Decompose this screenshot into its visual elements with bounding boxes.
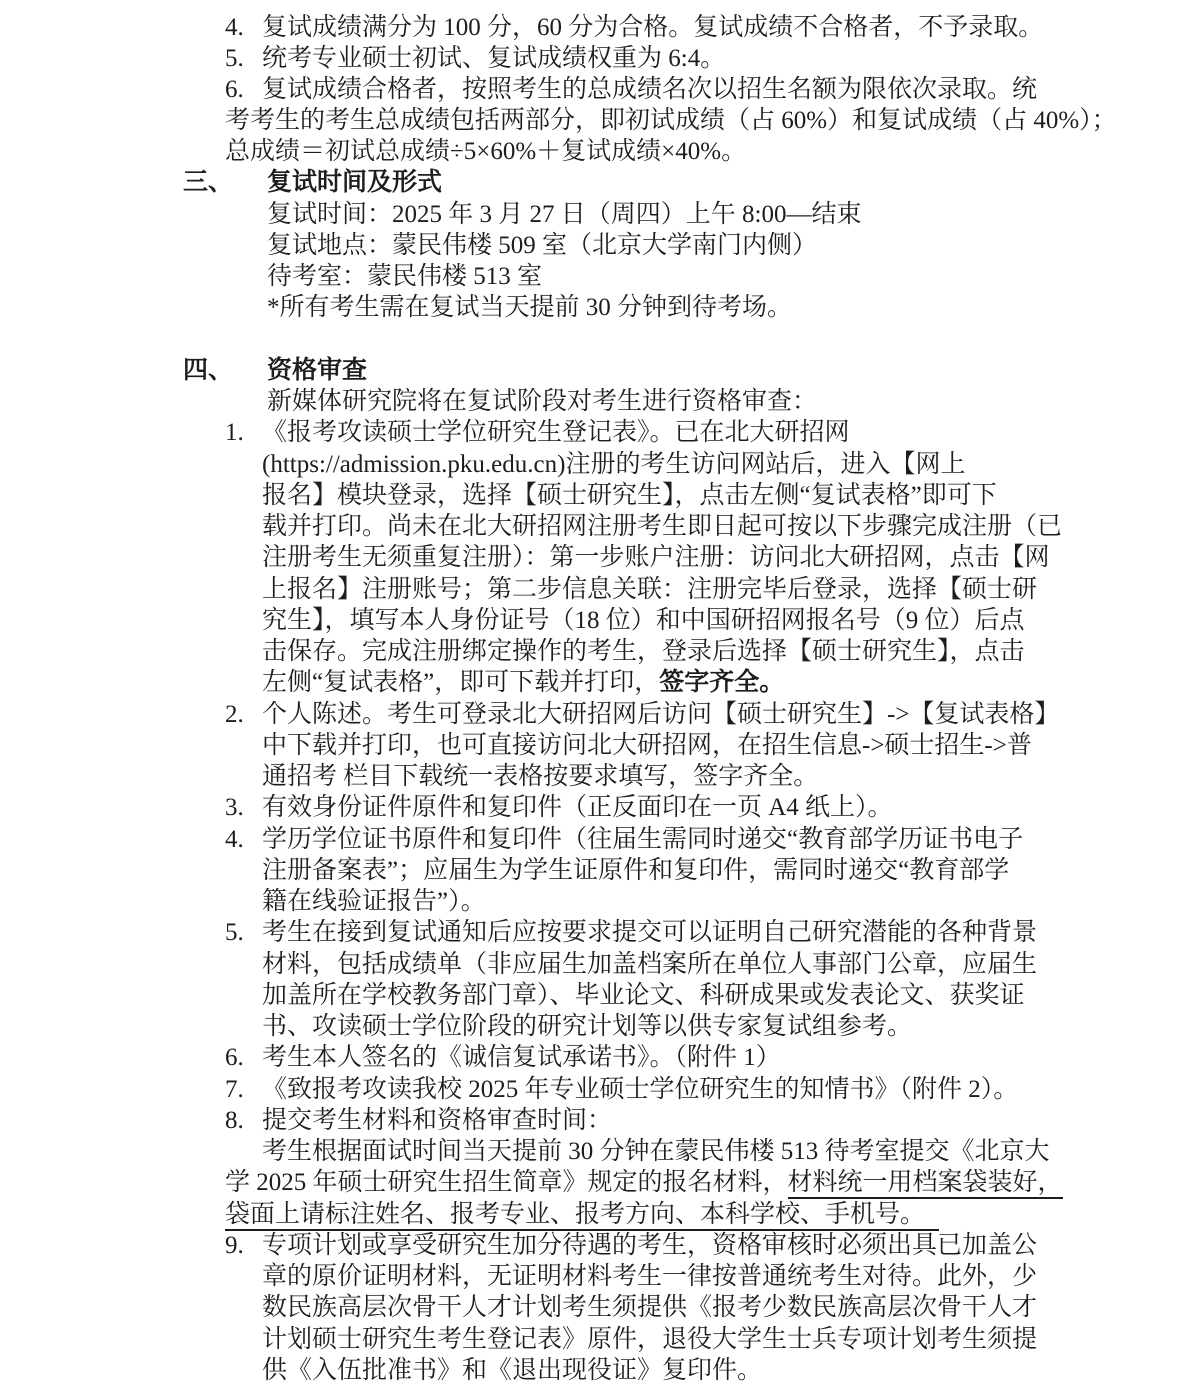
admission-url-text: (https://admission.pku.edu.cn)注册的考生访问网站后，进入【网上 xyxy=(262,451,966,478)
signature-required-emphasis: 签字齐全。 xyxy=(659,669,785,696)
list-item-text: 材料，包括成绩单（非应届生加盖档案所在单位人事部门公章，应届生 xyxy=(262,951,1038,978)
list-item-4b-line3 xyxy=(262,887,486,918)
list-item-number: 5. xyxy=(225,919,244,946)
list-item-text: 注册备案表”；应届生为学生证原件和复印件，需同时递交“教育部学 xyxy=(262,857,1010,884)
list-item-7-line1 xyxy=(225,1075,1018,1106)
list-item-text: 击保存。完成注册绑定操作的考生，登录后选择【硕士研究生】，点击 xyxy=(262,638,1025,665)
list-item-text: 有效身份证件原件和复印件（正反面印在一页 A4 纸上）。 xyxy=(262,794,893,821)
list-item-text: 总成绩＝初试总成绩÷5×60%＋复试成绩×40%。 xyxy=(225,138,747,165)
list-item-text: 考生在接到复试通知后应按要求提交可以证明自己研究潜能的各种背景 xyxy=(262,919,1038,946)
list-item-9-line1 xyxy=(225,1231,1037,1262)
list-item-6b-line1 xyxy=(225,1043,781,1074)
list-item-9-line3 xyxy=(262,1293,1037,1324)
body-text: *所有考生需在复试当天提前 30 分钟到待考场。 xyxy=(267,294,793,321)
list-item-5b-line1 xyxy=(225,918,1037,949)
list-item-text: 籍在线验证报告”）。 xyxy=(262,888,486,915)
list-item-text: 复试成绩合格者，按照考生的总成绩名次以招生名额为限依次录取。统 xyxy=(262,76,1038,103)
list-item-number: 6. xyxy=(225,1044,244,1071)
arrival-note-line xyxy=(267,293,792,324)
list-item-number: 3. xyxy=(225,794,244,821)
list-item-number: 6. xyxy=(225,76,244,103)
list-item-text: 学 2025 年硕士研究生招生简章》规定的报名材料， xyxy=(225,1169,788,1196)
list-item-5-line1 xyxy=(225,44,725,75)
list-item-text: 注册考生无须重复注册）：第一步账户注册：访问北大研招网，点击【网 xyxy=(262,544,1050,571)
list-item-number: 2. xyxy=(225,701,244,728)
list-item-8-line2 xyxy=(262,1137,1050,1168)
list-item-text: 个人陈述。考生可登录北大研招网后访问【硕士研究生】->【复试表格】 xyxy=(262,701,1060,728)
section4-intro-line xyxy=(267,387,817,418)
section-heading-4 xyxy=(183,356,367,387)
list-item-5b-line2 xyxy=(262,950,1037,981)
list-item-9-line4 xyxy=(262,1325,1037,1356)
list-item-number: 4. xyxy=(225,826,244,853)
list-item-8-line1 xyxy=(225,1106,612,1137)
list-item-5b-line3 xyxy=(262,981,1025,1012)
list-item-6-line2 xyxy=(225,106,1117,137)
list-item-1-line4 xyxy=(262,512,1062,543)
list-item-1-line3 xyxy=(262,481,997,512)
section-number: 四、 xyxy=(183,357,234,384)
list-item-1-line8 xyxy=(262,637,1025,668)
list-item-text: 报名】模块登录，选择【硕士研究生】，点击左侧“复试表格”即可下 xyxy=(262,482,997,509)
list-item-text: 加盖所在学校教务部门章）、毕业论文、科研成果或发表论文、获奖证 xyxy=(262,982,1025,1009)
list-item-number: 1. xyxy=(225,419,244,446)
list-item-3-line1 xyxy=(225,793,893,824)
list-item-8-line4 xyxy=(225,1200,939,1231)
list-item-8-line3 xyxy=(225,1168,1063,1199)
list-item-text: 考生本人签名的《诚信复试承诺书》。（附件 1） xyxy=(262,1044,781,1071)
list-item-5b-line4 xyxy=(262,1012,912,1043)
packing-instruction-underlined: 材料统一用档案袋装好， xyxy=(788,1169,1063,1199)
list-item-9-line5 xyxy=(262,1356,762,1387)
list-item-6-line1 xyxy=(225,75,1037,106)
list-item-text: 统考专业硕士初试、复试成绩权重为 6:4。 xyxy=(262,45,726,72)
list-item-number: 5. xyxy=(225,45,244,72)
list-item-number: 8. xyxy=(225,1107,244,1134)
list-item-text: 左侧“复试表格”，即可下载并打印， xyxy=(262,669,660,696)
list-item-2-line1 xyxy=(225,700,1059,731)
list-item-text: 供《入伍批准书》和《退出现役证》复印件。 xyxy=(262,1357,763,1384)
list-item-1-line9 xyxy=(262,668,784,699)
list-item-4-line1 xyxy=(225,13,1043,44)
list-item-text: 计划硕士研究生考生登记表》原件，退役大学生士兵专项计划考生须提 xyxy=(262,1326,1038,1353)
list-item-2-line2 xyxy=(262,731,1032,762)
list-item-number: 9. xyxy=(225,1232,244,1259)
section-heading-3 xyxy=(183,168,442,199)
list-item-text: 上报名】注册账号；第二步信息关联：注册完毕后登录，选择【硕士研 xyxy=(262,576,1038,603)
body-text: 复试地点：蒙民伟楼 509 室（北京大学南门内侧） xyxy=(267,232,818,259)
list-item-text: 《致报考攻读我校 2025 年专业硕士学位研究生的知情书》（附件 2）。 xyxy=(262,1076,1019,1103)
labeling-instruction-underlined: 袋面上请标注姓名、报考专业、报考方向、本科学校、手机号。 xyxy=(225,1201,939,1231)
list-item-1-line2 xyxy=(262,450,965,481)
retest-place-line xyxy=(267,231,817,262)
list-item-text: 章的原价证明材料，无证明材料考生一律按普通统考生对待。此外，少 xyxy=(262,1263,1038,1290)
list-item-text: 通招考 栏目下载统一表格按要求填写，签字齐全。 xyxy=(262,763,819,790)
list-item-text: 《报考攻读硕士学位研究生登记表》。已在北大研招网 xyxy=(262,419,850,446)
body-text: 新媒体研究院将在复试阶段对考生进行资格审查： xyxy=(267,388,818,415)
section-title: 资格审查 xyxy=(267,357,368,384)
retest-time-line xyxy=(267,200,861,231)
list-item-text: 考考生的考生总成绩包括两部分，即初试成绩（占 60%）和复试成绩（占 40%）； xyxy=(225,107,1117,134)
list-item-text: 究生】，填写本人身份证号（18 位）和中国研招网报名号（9 位）后点 xyxy=(262,607,1025,634)
list-item-1-line7 xyxy=(262,606,1025,637)
list-item-4b-line2 xyxy=(262,856,1009,887)
list-item-text: 学历学位证书原件和复印件（往届生需同时递交“教育部学历证书电子 xyxy=(262,826,1024,853)
list-item-4b-line1 xyxy=(225,825,1023,856)
section-number: 三、 xyxy=(183,169,234,196)
list-item-1-line1 xyxy=(225,418,850,449)
waiting-room-line xyxy=(267,262,542,293)
list-item-1-line6 xyxy=(262,575,1037,606)
list-item-text: 提交考生材料和资格审查时间： xyxy=(262,1107,613,1134)
list-item-2-line3 xyxy=(262,762,818,793)
list-item-text: 载并打印。尚未在北大研招网注册考生即日起可按以下步骤完成注册（已 xyxy=(262,513,1063,540)
list-item-1-line5 xyxy=(262,543,1050,574)
body-text: 待考室：蒙民伟楼 513 室 xyxy=(267,263,543,290)
list-item-text: 数民族高层次骨干人才计划考生须提供《报考少数民族高层次骨干人才 xyxy=(262,1294,1038,1321)
section-title: 复试时间及形式 xyxy=(267,169,443,196)
list-item-text: 考生根据面试时间当天提前 30 分钟在蒙民伟楼 513 待考室提交《北京大 xyxy=(262,1138,1050,1165)
list-item-9-line2 xyxy=(262,1262,1037,1293)
list-item-text: 复试成绩满分为 100 分，60 分为合格。复试成绩不合格者，不予录取。 xyxy=(262,14,1044,41)
list-item-text: 专项计划或享受研究生加分待遇的考生，资格审核时必须出具已加盖公 xyxy=(262,1232,1038,1259)
body-text: 复试时间：2025 年 3 月 27 日（周四）上午 8:00—结束 xyxy=(267,201,862,228)
list-item-text: 中下载并打印，也可直接访问北大研招网，在招生信息->硕士招生->普 xyxy=(262,732,1032,759)
list-item-number: 7. xyxy=(225,1076,244,1103)
list-item-text: 书、攻读硕士学位阶段的研究计划等以供专家复试组参考。 xyxy=(262,1013,913,1040)
list-item-6-line3 xyxy=(225,137,746,168)
list-item-number: 4. xyxy=(225,14,244,41)
